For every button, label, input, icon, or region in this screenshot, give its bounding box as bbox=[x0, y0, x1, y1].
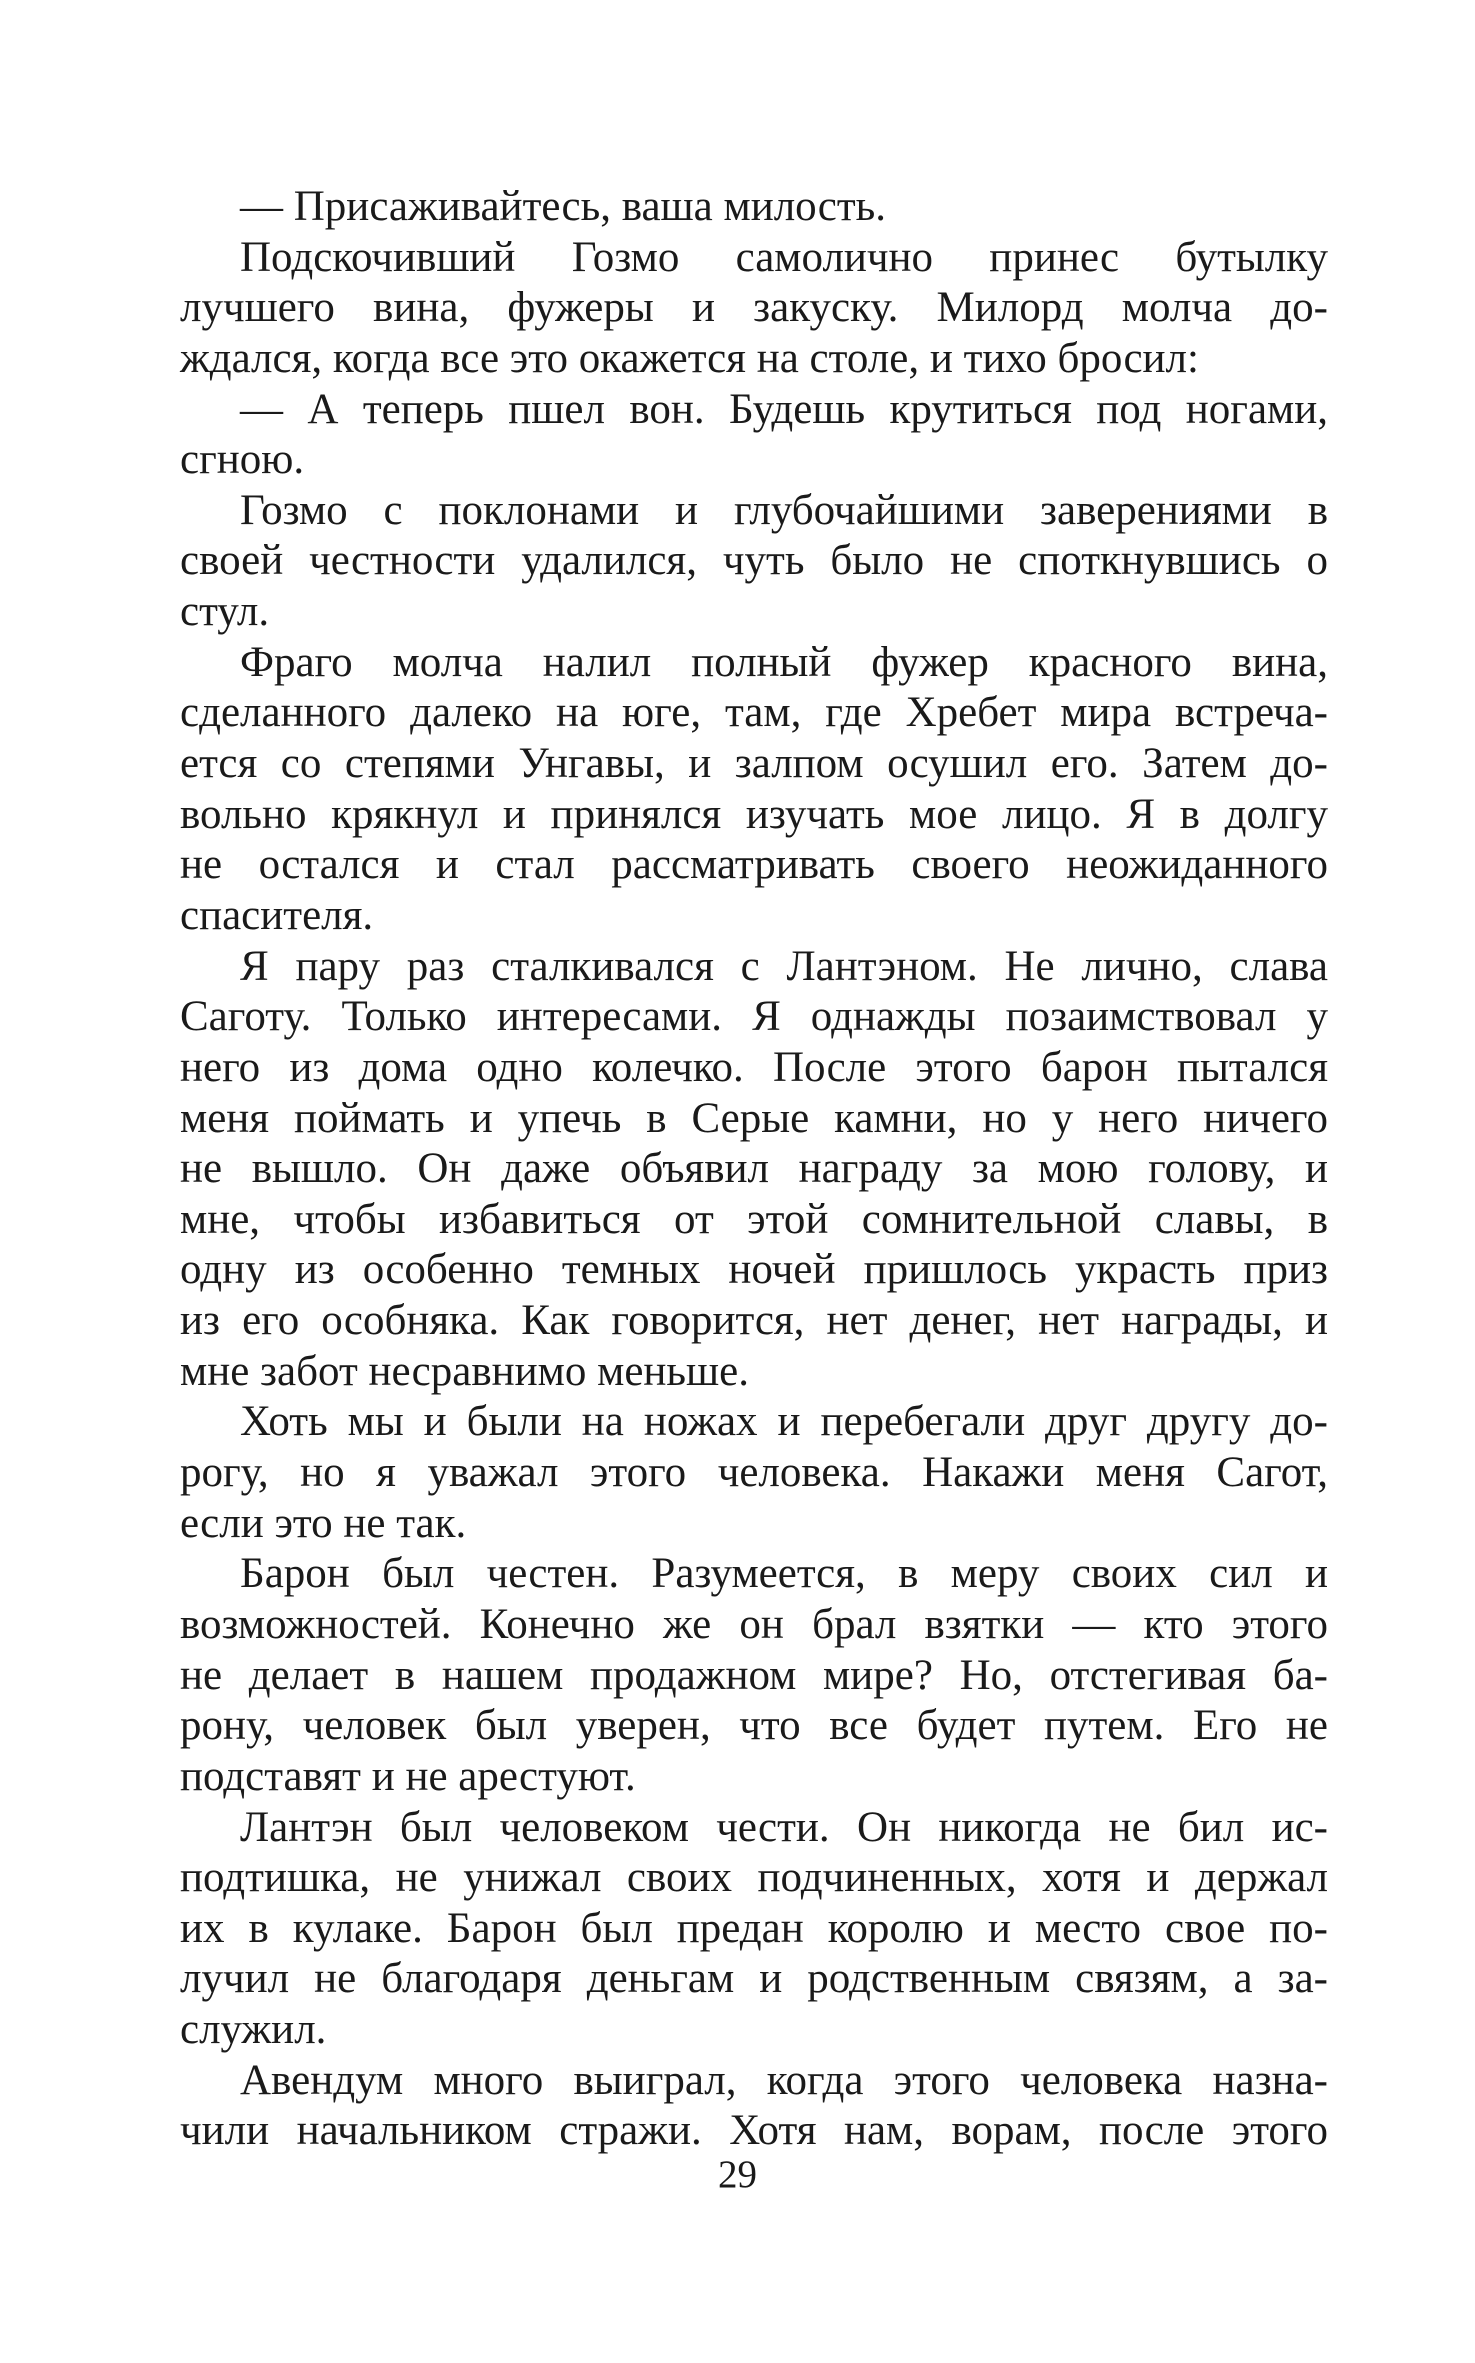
text-line: подставят и не арестуют. bbox=[180, 1752, 636, 1800]
text-line: их в кулаке. Барон был предан королю и место свое по- bbox=[180, 1904, 1328, 1952]
text-line: подтишка, не унижал своих подчиненных, хотя и держал bbox=[180, 1854, 1328, 1902]
text-line: если это не так. bbox=[180, 1499, 467, 1547]
text-line: мне, чтобы избавиться от этой сомнительной славы, в bbox=[180, 1195, 1328, 1243]
text-line: Гозмо с поклонами и глубочайшими заверениями в bbox=[240, 486, 1328, 534]
text-line: Саготу. Только интересами. Я однажды позаимствовал у bbox=[180, 993, 1328, 1041]
text-line: мне забот несравнимо меньше. bbox=[180, 1347, 749, 1395]
text-line: своей честности удалился, чуть было не споткнувшись о bbox=[180, 537, 1328, 585]
text-line: сделанного далеко на юге, там, где Хребет мира встреча- bbox=[180, 689, 1328, 737]
text-line: меня поймать и упечь в Серые камни, но у него ничего bbox=[180, 1094, 1328, 1142]
text-line: ется со степями Унгавы, и залпом осушил его. Затем до- bbox=[180, 740, 1328, 788]
text-line: одну из особенно темных ночей пришлось украсть приз bbox=[180, 1246, 1328, 1294]
text-line: сгною. bbox=[180, 436, 305, 484]
text-line: стул. bbox=[180, 588, 270, 636]
text-line: рону, человек был уверен, что все будет путем. Его не bbox=[180, 1702, 1328, 1750]
text-line: Подскочивший Гозмо самолично принес бутылку bbox=[240, 233, 1328, 281]
text-line: него из дома одно колечко. После этого барон пытался bbox=[180, 1043, 1328, 1091]
text-line: Фраго молча налил полный фужер красного вина, bbox=[240, 638, 1328, 686]
text-line: чили начальником стражи. Хотя нам, ворам, после этого bbox=[180, 2107, 1328, 2155]
text-line: Авендум много выиграл, когда этого человека назна- bbox=[240, 2056, 1328, 2104]
text-line: Хоть мы и были на ножах и перебегали друг другу до- bbox=[240, 1398, 1328, 1446]
text-line: не делает в нашем продажном мире? Но, отстегивая ба- bbox=[180, 1651, 1328, 1699]
text-line: рогу, но я уважал этого человека. Накажи меня Сагот, bbox=[180, 1449, 1328, 1497]
text-line: лучшего вина, фужеры и закуску. Милорд молча до- bbox=[180, 284, 1328, 332]
text-line: Лантэн был человеком чести. Он никогда не бил ис- bbox=[240, 1803, 1328, 1851]
text-line: лучил не благодаря деньгам и родственным связям, а за- bbox=[180, 1955, 1328, 2003]
text-line: из его особняка. Как говорится, нет денег, нет награды, и bbox=[180, 1297, 1328, 1345]
text-line: — А теперь пшел вон. Будешь крутиться под ногами, bbox=[240, 385, 1328, 433]
text-line: вольно крякнул и принялся изучать мое лицо. Я в долгу bbox=[180, 790, 1328, 838]
text-line: Барон был честен. Разумеется, в меру своих сил и bbox=[240, 1550, 1328, 1598]
text-line: не вышло. Он даже объявил награду за мою голову, и bbox=[180, 1145, 1328, 1193]
text-line: возможностей. Конечно же он брал взятки — кто этого bbox=[180, 1600, 1328, 1648]
text-line: спасителя. bbox=[180, 891, 374, 939]
page-number: 29 bbox=[718, 2153, 757, 2196]
text-line: не остался и стал рассматривать своего неожиданного bbox=[180, 841, 1328, 889]
text-line: ждался, когда все это окажется на столе, и тихо бросил: bbox=[180, 334, 1199, 382]
text-line: служил. bbox=[180, 2006, 327, 2054]
text-line: — Присаживайтесь, ваша милость. bbox=[240, 183, 886, 230]
text-line: Я пару раз сталкивался с Лантэном. Не лично, слава bbox=[240, 942, 1328, 990]
body-text bbox=[180, 182, 1328, 2157]
